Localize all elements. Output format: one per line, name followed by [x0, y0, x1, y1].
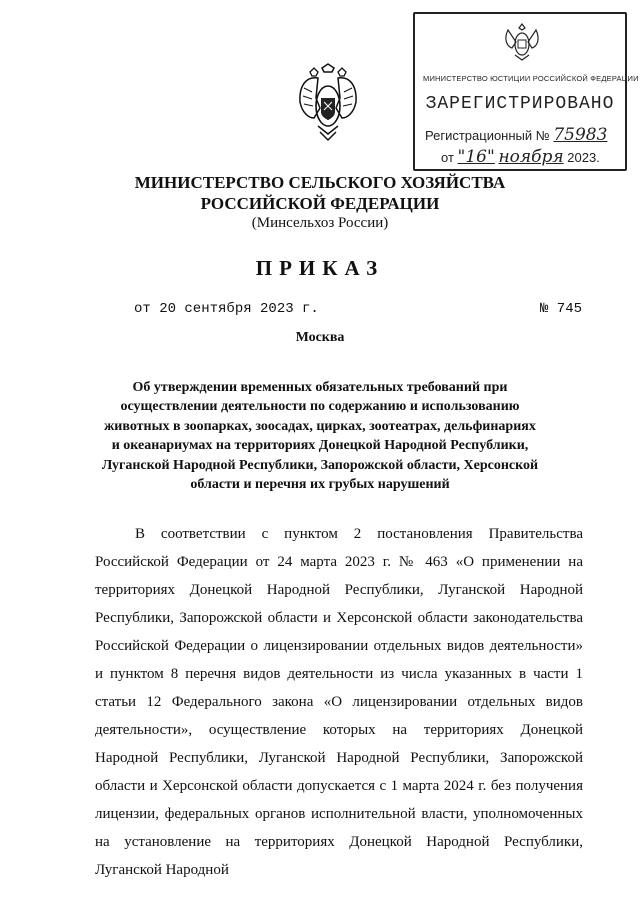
stamp-reg-number: 75983 [553, 125, 608, 145]
order-title-line: Луганской Народной Республики, Запорожской области, Херсонской [101, 457, 539, 473]
stamp-date-prefix: от [441, 150, 454, 165]
registration-stamp [413, 12, 639, 171]
city: Москва [295, 330, 345, 345]
stamp-date-row: от "16" ноября 2023. [441, 147, 600, 167]
stamp-reg-label: Регистрационный № [425, 128, 550, 143]
stamp-reg-number-row [425, 125, 607, 145]
coat-of-arms-eagle-icon [296, 62, 360, 146]
body-paragraph: В соответствии с пунктом 2 постановления Правительства Российской Федерации от 24 марта 2023 г. № 463 «О применении на территориях Донецкой Народной Республики, Луганской Народной Республики, Запорожской области и Херсонской области законодательства Российской Федерации о лицензировании отдельных видов деятельности» и пунктом 8 перечня видов деятельности из числа указанных в части 1 статьи 12 Федерального закона «О лицензировании отдельных видов деятельности», осуществление которых на территориях Донецкой Народной Республики, Луганской Народной Республики, Запорожской области и Херсонской области допускается с 1 марта 2024 г. без получения лицензии, федеральных органов исполнительной власти, уполномоченных на установление на территориях Донецкой Народной Республики, Луганской Народной [95, 526, 583, 878]
order-title-line: области и перечня их грубых нарушений [190, 477, 450, 493]
document-type-heading: ПРИКАЗ [255, 256, 385, 280]
stamp-registered-label: ЗАРЕГИСТРИРОВАНО [425, 94, 615, 114]
stamp-date-day: "16" [457, 147, 495, 167]
order-title-line: Об утверждении временных обязательных требований при [132, 380, 508, 395]
stamp-eagle-emblem-icon [502, 20, 542, 64]
order-title [0, 378, 640, 494]
order-title-line: животных в зоопарках, зоосадах, цирках, зоотеатрах, дельфинариях [104, 418, 536, 434]
ministry-short-name: (Минсельхоз России) [251, 215, 389, 231]
order-title-line: осуществлении деятельности по содержанию и использованию [120, 399, 520, 415]
stamp-date-month: ноября [498, 147, 564, 167]
ministry-name-line-2: РОССИЙСКОЙ ФЕДЕРАЦИИ [200, 194, 440, 213]
order-number: № 745 [540, 301, 583, 317]
ministry-name-line-1: МИНИСТЕРСТВО СЕЛЬСКОГО ХОЗЯЙСТВА [134, 173, 506, 192]
order-date: от 20 сентября 2023 г. [134, 301, 319, 317]
stamp-ministry-name: МИНИСТЕРСТВО ЮСТИЦИИ РОССИЙСКОЙ ФЕДЕРАЦИИ [423, 74, 639, 83]
stamp-date-year: 2023 [567, 150, 597, 165]
order-title-line: и океанариумах на территориях Донецкой Народной Республики, [111, 438, 529, 454]
